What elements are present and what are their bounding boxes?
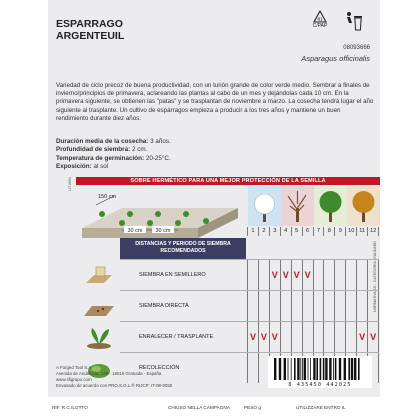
schedule-mark: V — [303, 260, 314, 290]
schedule-mark: V — [270, 260, 281, 290]
schedule-mark: V — [292, 260, 303, 290]
schedule-cell — [270, 291, 281, 321]
title-line-1: ESPARRAGO — [56, 18, 123, 30]
title-line-2: ARGENTEUIL — [56, 30, 125, 42]
schedule-cell — [324, 260, 335, 290]
schedule-mark: V — [368, 322, 379, 352]
side-code: LIT.0094 — [68, 177, 72, 191]
schedule-cell — [368, 291, 379, 321]
scientific-name: Asparagus officinalis — [301, 54, 370, 63]
print-strip — [48, 400, 380, 417]
schedule-row-label: ENRALECER / TRASPLANTE — [139, 334, 214, 340]
barcode-bar — [294, 358, 296, 380]
schedule-cell — [303, 291, 314, 321]
month-cell: 6 — [303, 227, 314, 236]
schedule-cell — [357, 260, 368, 290]
month-cell: 4 — [281, 227, 292, 236]
schedule-mark: V — [248, 322, 259, 352]
seed-packet-back — [48, 0, 380, 397]
schedule-mark: V — [259, 322, 270, 352]
barcode-bar — [325, 358, 327, 380]
month-cell: 2 — [259, 227, 270, 236]
fact-row: Temperatura de germinación: 20-25°C. — [56, 154, 171, 162]
month-cell: 9 — [335, 227, 346, 236]
month-header — [247, 227, 379, 236]
svg-text:150 cm: 150 cm — [98, 194, 117, 200]
product-code: 08093666 — [343, 45, 370, 51]
fact-row: Exposición: al sol — [56, 162, 109, 170]
month-cell: 1 — [248, 227, 259, 236]
svg-text:30 cm: 30 cm — [127, 228, 143, 234]
dispose-bin-icon — [344, 10, 364, 34]
schedule-row — [120, 290, 379, 321]
barcode-bar — [313, 358, 315, 380]
barcode-bar — [300, 358, 301, 380]
barcode-bar — [274, 358, 276, 380]
barcode-bar — [316, 358, 318, 380]
barcode-bar — [297, 358, 299, 380]
schedule-cell — [248, 353, 259, 383]
schedule-cell — [281, 322, 292, 352]
barcode-bar — [348, 358, 350, 380]
weight-label: PESO g — [244, 405, 261, 410]
schedule-cell — [248, 291, 259, 321]
barcode-bar — [358, 358, 360, 380]
schedule-cell — [357, 291, 368, 321]
regulation-note: NORMATIVA CE - CATEGORIA STANDARD — [373, 240, 377, 312]
barcode-bar — [333, 358, 334, 380]
hermetic-banner: SOBRE HERMÉTICO PARA UNA MEJOR PROTECCIÓN DE LA SEMILLA — [76, 177, 380, 185]
schedule-cell — [335, 322, 346, 352]
seedbed-icon — [84, 263, 114, 289]
month-cell: 10 — [346, 227, 357, 236]
transplant-icon — [84, 325, 114, 351]
barcode-bar — [304, 358, 306, 380]
barcode-bar — [354, 358, 356, 380]
recycle-symbol — [307, 10, 333, 40]
fact-row: Duración media de la cosecha: 3 años. — [56, 138, 171, 145]
barcode-bar — [329, 358, 331, 380]
month-cell: 8 — [324, 227, 335, 236]
campaign-label: CHIUSO NELLA CAMPAGNA — [168, 405, 230, 410]
barcode-bar — [302, 358, 303, 380]
schedule-cell — [324, 291, 335, 321]
schedule-row-label: SIEMBRA EN SEMILLERO — [139, 272, 206, 278]
schedule-mark: V — [270, 322, 281, 352]
barcode-bar — [288, 358, 289, 380]
product-title — [56, 18, 124, 42]
schedule-cell — [259, 260, 270, 290]
barcode-bars — [272, 358, 368, 380]
barcode-bar — [320, 358, 322, 380]
barcode-bar — [344, 358, 346, 380]
schedule-header: DISTANCIAS Y PERIODO DE SIEMBRA RECOMENDADOS — [120, 238, 246, 259]
barcode-bar — [351, 358, 353, 380]
month-cell: 11 — [357, 227, 368, 236]
season-trees — [248, 186, 380, 226]
month-cell: 12 — [368, 227, 379, 236]
month-cell: 5 — [292, 227, 303, 236]
barcode-bar — [310, 358, 311, 380]
barcode-bar — [339, 358, 341, 380]
schedule-cell — [292, 291, 303, 321]
schedule-cells — [247, 322, 379, 352]
barcode — [268, 356, 372, 388]
company-name: A Forged Tool S.A. — [56, 365, 93, 370]
schedule-row — [120, 321, 379, 352]
direct-sowing-icon — [84, 294, 114, 320]
recycle-code: C/PAP — [312, 23, 328, 29]
barcode-bar — [335, 358, 337, 380]
packing-note: Envasado de acuerdo con PRO.S.O.L.® RIJCP: IT-08-0050 — [56, 383, 173, 388]
company-website: www.sfigrupo.com — [56, 377, 92, 382]
recycle-icon — [312, 10, 328, 24]
product-description: Variedad de ciclo precoz de buena productividad, con un turión grande de color verde medio. Sembrar a finales de invierno/principios de primavera, aclareando las plantas al cabo de un mes y dejándolas cada 10 cm. En la primavera siguiente, se obtienen las "patas" y se trasplantan de noviembre a marzo. La cosecha tendrá lugar el año siguiente al trasplante. Un cultivo de espárragos empieza a producir a los tres años y mantiene un buen rendimiento durante diez años. — [56, 82, 374, 122]
cultivation-facts — [56, 138, 171, 171]
barcode-bar — [284, 358, 286, 380]
schedule-cell — [292, 322, 303, 352]
schedule-row-label: RECOLECCIÓN — [139, 365, 180, 371]
schedule-cell — [314, 322, 325, 352]
schedule-cell — [346, 322, 357, 352]
schedule-cell — [324, 322, 335, 352]
schedule-mark: V — [281, 260, 292, 290]
schedule-cell — [346, 260, 357, 290]
barcode-number: 8 435450 442025 — [288, 382, 352, 388]
barcode-bar — [279, 358, 281, 380]
schedule-cell — [259, 291, 270, 321]
schedule-mark: V — [357, 322, 368, 352]
lot-label: RIF. R.C./LOTTO — [52, 405, 88, 410]
schedule-cell — [314, 260, 325, 290]
schedule-cell — [248, 260, 259, 290]
company-info — [56, 365, 172, 389]
company-address: Avenida de Andalucía, 139 - 18015 Granada - España — [56, 371, 162, 376]
schedule-row — [120, 259, 379, 290]
use-by-label: UTILIZZARE ENTRO IL — [296, 405, 346, 410]
schedule-cells — [247, 291, 379, 321]
schedule-cell — [303, 322, 314, 352]
barcode-bar — [323, 358, 325, 380]
barcode-bar — [291, 358, 292, 380]
schedule-cell — [335, 260, 346, 290]
svg-text:30 cm: 30 cm — [155, 228, 171, 234]
month-cell: 3 — [270, 227, 281, 236]
svg-text:81: 81 — [317, 16, 323, 22]
month-cell: 7 — [314, 227, 325, 236]
fact-row: Profundidad de siembra: 2 cm. — [56, 146, 148, 154]
schedule-cells — [247, 260, 379, 290]
schedule-cell — [281, 291, 292, 321]
schedule-cell — [368, 260, 379, 290]
schedule-cell — [314, 291, 325, 321]
schedule-row-label: SIEMBRA DIRECTA — [139, 303, 189, 309]
schedule-cell — [346, 291, 357, 321]
schedule-cell — [335, 291, 346, 321]
barcode-bar — [308, 358, 309, 380]
